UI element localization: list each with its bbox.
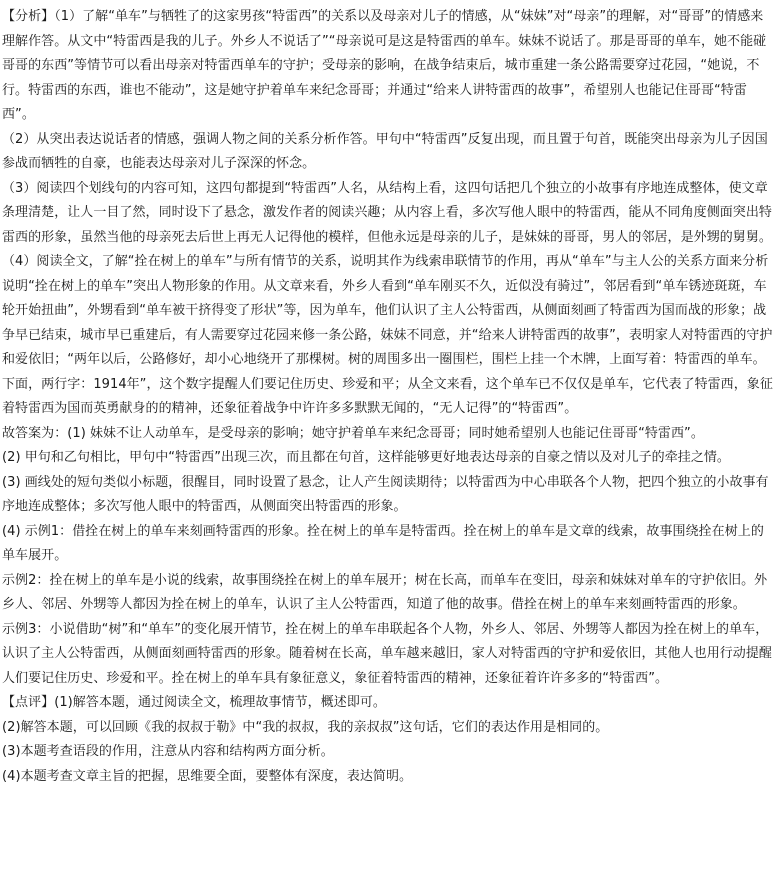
comment-paragraph-2: (2)解答本题，可以回顾《我的叔叔于勒》中“我的叔叔，我的亲叔叔”这句话，它们的表达作用是相同的。 [2, 719, 609, 735]
comment-paragraph-1 [2, 691, 776, 716]
analysis-paragraph-4: （4）阅读全文，了解“拴在树上的单车”与所有情节的关系，说明其作为线索串联情节的作用，再从“单车”与主人公的关系方面来分析说明“拴在树上的单车”突出人物形象的作用。从文章来看，外乡人看到“单车刚买不久，近似没有骑过”，邻居看到“单车锈迹斑斑，车轮开始扭曲”，外甥看到“单车被干挤得变了形状”等，因为单车，他们认识了主人公特雷西，从侧面刻画了特雷西为国而战的形象；战争早已结束，城市早已重建后，有人需要穿过花园来修一条公路，妹妹不同意，并“给来人讲特雷西的故事”，表明家人对特雷西的守护和爱依旧；“两年以后，公路修好，却小心地绕开了那棵树。树的周围多出一圈围栏，围栏上挂一个木牌，上面写着：特雷西的单车。下面，两行字：1914年”，这个数字提醒人们要记住历史、珍爱和平；从全文来看，这个单车已不仅仅是单车，它代表了特雷西，象征着特雷西为国而英勇献身的的精神，还象征着战争中许许多多默默无闻的，“无人记得”的“特雷西”。 [2, 254, 773, 416]
analysis-text-1: （1）了解“单车”与牺牲了的这家男孩“特雷西”的关系以及母亲对儿子的情感，从“妹妹”对“母亲”的理解，对“哥哥”的情感来理解作答。从文中“特雷西是我的儿子。外乡人不说话了”“母亲说可是这是特雷西的单车。妹妹不说话了。那是哥哥的单车，她不能碰哥哥的东西”等情节可以看出母亲对特雷西单车的守护；受母亲的影响，在战争结束后，城市重建一条公路需要穿过花园，“她说，不行。特雷西的东西，谁也不能动”，这是她守护着单车来纪念哥哥；并通过“给来人讲特雷西的故事”，希望别人也能记住哥哥“特雷西”。 [2, 9, 767, 122]
analysis-paragraph-1 [2, 5, 776, 128]
answer-3: (3) 画线处的短句类似小标题，很醒目，同时设置了悬念，让人产生阅读期待；以特雷西为中心串联各个人物，把四个独立的小故事有序地连成整体；多次写他人眼中的特雷西，从侧面突出特雷西的形象。 [2, 474, 769, 514]
answer-4-example-1: (4) 示例1：借拴在树上的单车来刻画特雷西的形象。拴在树上的单车是特雷西。拴在树上的单车是文章的线索，故事围绕拴在树上的单车展开。 [2, 523, 764, 563]
comment-text-1: (1)解答本题，通过阅读全文，梳理故事情节，概述即可。 [54, 695, 386, 710]
analysis-tag: 【分析】 [2, 9, 55, 24]
comment-paragraph-3: (3)本题考查语段的作用，注意从内容和结构两方面分析。 [2, 744, 334, 759]
comment-tag: 【点评】 [2, 695, 55, 710]
analysis-paragraph-2: （2）从突出表达说话者的情感，强调人物之间的关系分析作答。甲句中“特雷西”反复出现，而且置于句首，既能突出母亲为儿子因国参战而牺牲的自豪，也能表达母亲对儿子深深的怀念。 [2, 131, 768, 171]
answer-4-example-3: 示例3：小说借助“树”和“单车”的变化展开情节，拴在树上的单车串联起各个人物，外乡人、邻居、外甥等人都因为拴在树上的单车，认识了主人公特雷西，从侧面刻画特雷西的形象。随着树在长高，单车越来越旧，家人对特雷西的守护和爱依旧，其他人也用行动提醒人们要记住历史、珍爱和平。拴在树上的单车具有象征意义，象征着特雷西的精神，还象征着许许多多的“特雷西”。 [2, 621, 772, 686]
comment-paragraph-4: (4)本题考查文章主旨的把握，思维要全面，要整体有深度，表达简明。 [2, 768, 413, 784]
answer-2: (2) 甲句和乙句相比，甲句中“特雷西”出现三次，而且都在句首，这样能够更好地表达母亲的自豪之情以及对儿子的牵挂之情。 [2, 450, 730, 465]
analysis-paragraph-3: （3）阅读四个划线句的内容可知，这四句都提到“特雷西”人名，从结构上看，这四句话把几个独立的小故事有序地连成整体，使文章条理清楚，让人一目了然，同时设下了悬念，激发作者的阅读兴趣；从内容上看，多次写他人眼中的特雷西，能从不同角度侧面突出特雷西的形象，虽然当他的母亲死去后世上再无人记得他的模样，但他永远是母亲的儿子，是妹妹的哥哥，男人的邻居，是外甥的舅舅。 [2, 180, 772, 245]
answer-4-example-2: 示例2：拴在树上的单车是小说的线索，故事围绕拴在树上的单车展开；树在长高，而单车在变旧，母亲和妹妹对单车的守护依旧。外乡人、邻居、外甥等人都因为拴在树上的单车，认识了主人公特雷西，知道了他的故事。借拴在树上的单车来刻画特雷西的形象。 [2, 572, 768, 612]
answer-1: 故答案为：(1) 妹妹不让人动单车，是受母亲的影响；她守护着单车来纪念哥哥；同时她希望别人也能记住哥哥“特雷西”。 [2, 425, 704, 441]
